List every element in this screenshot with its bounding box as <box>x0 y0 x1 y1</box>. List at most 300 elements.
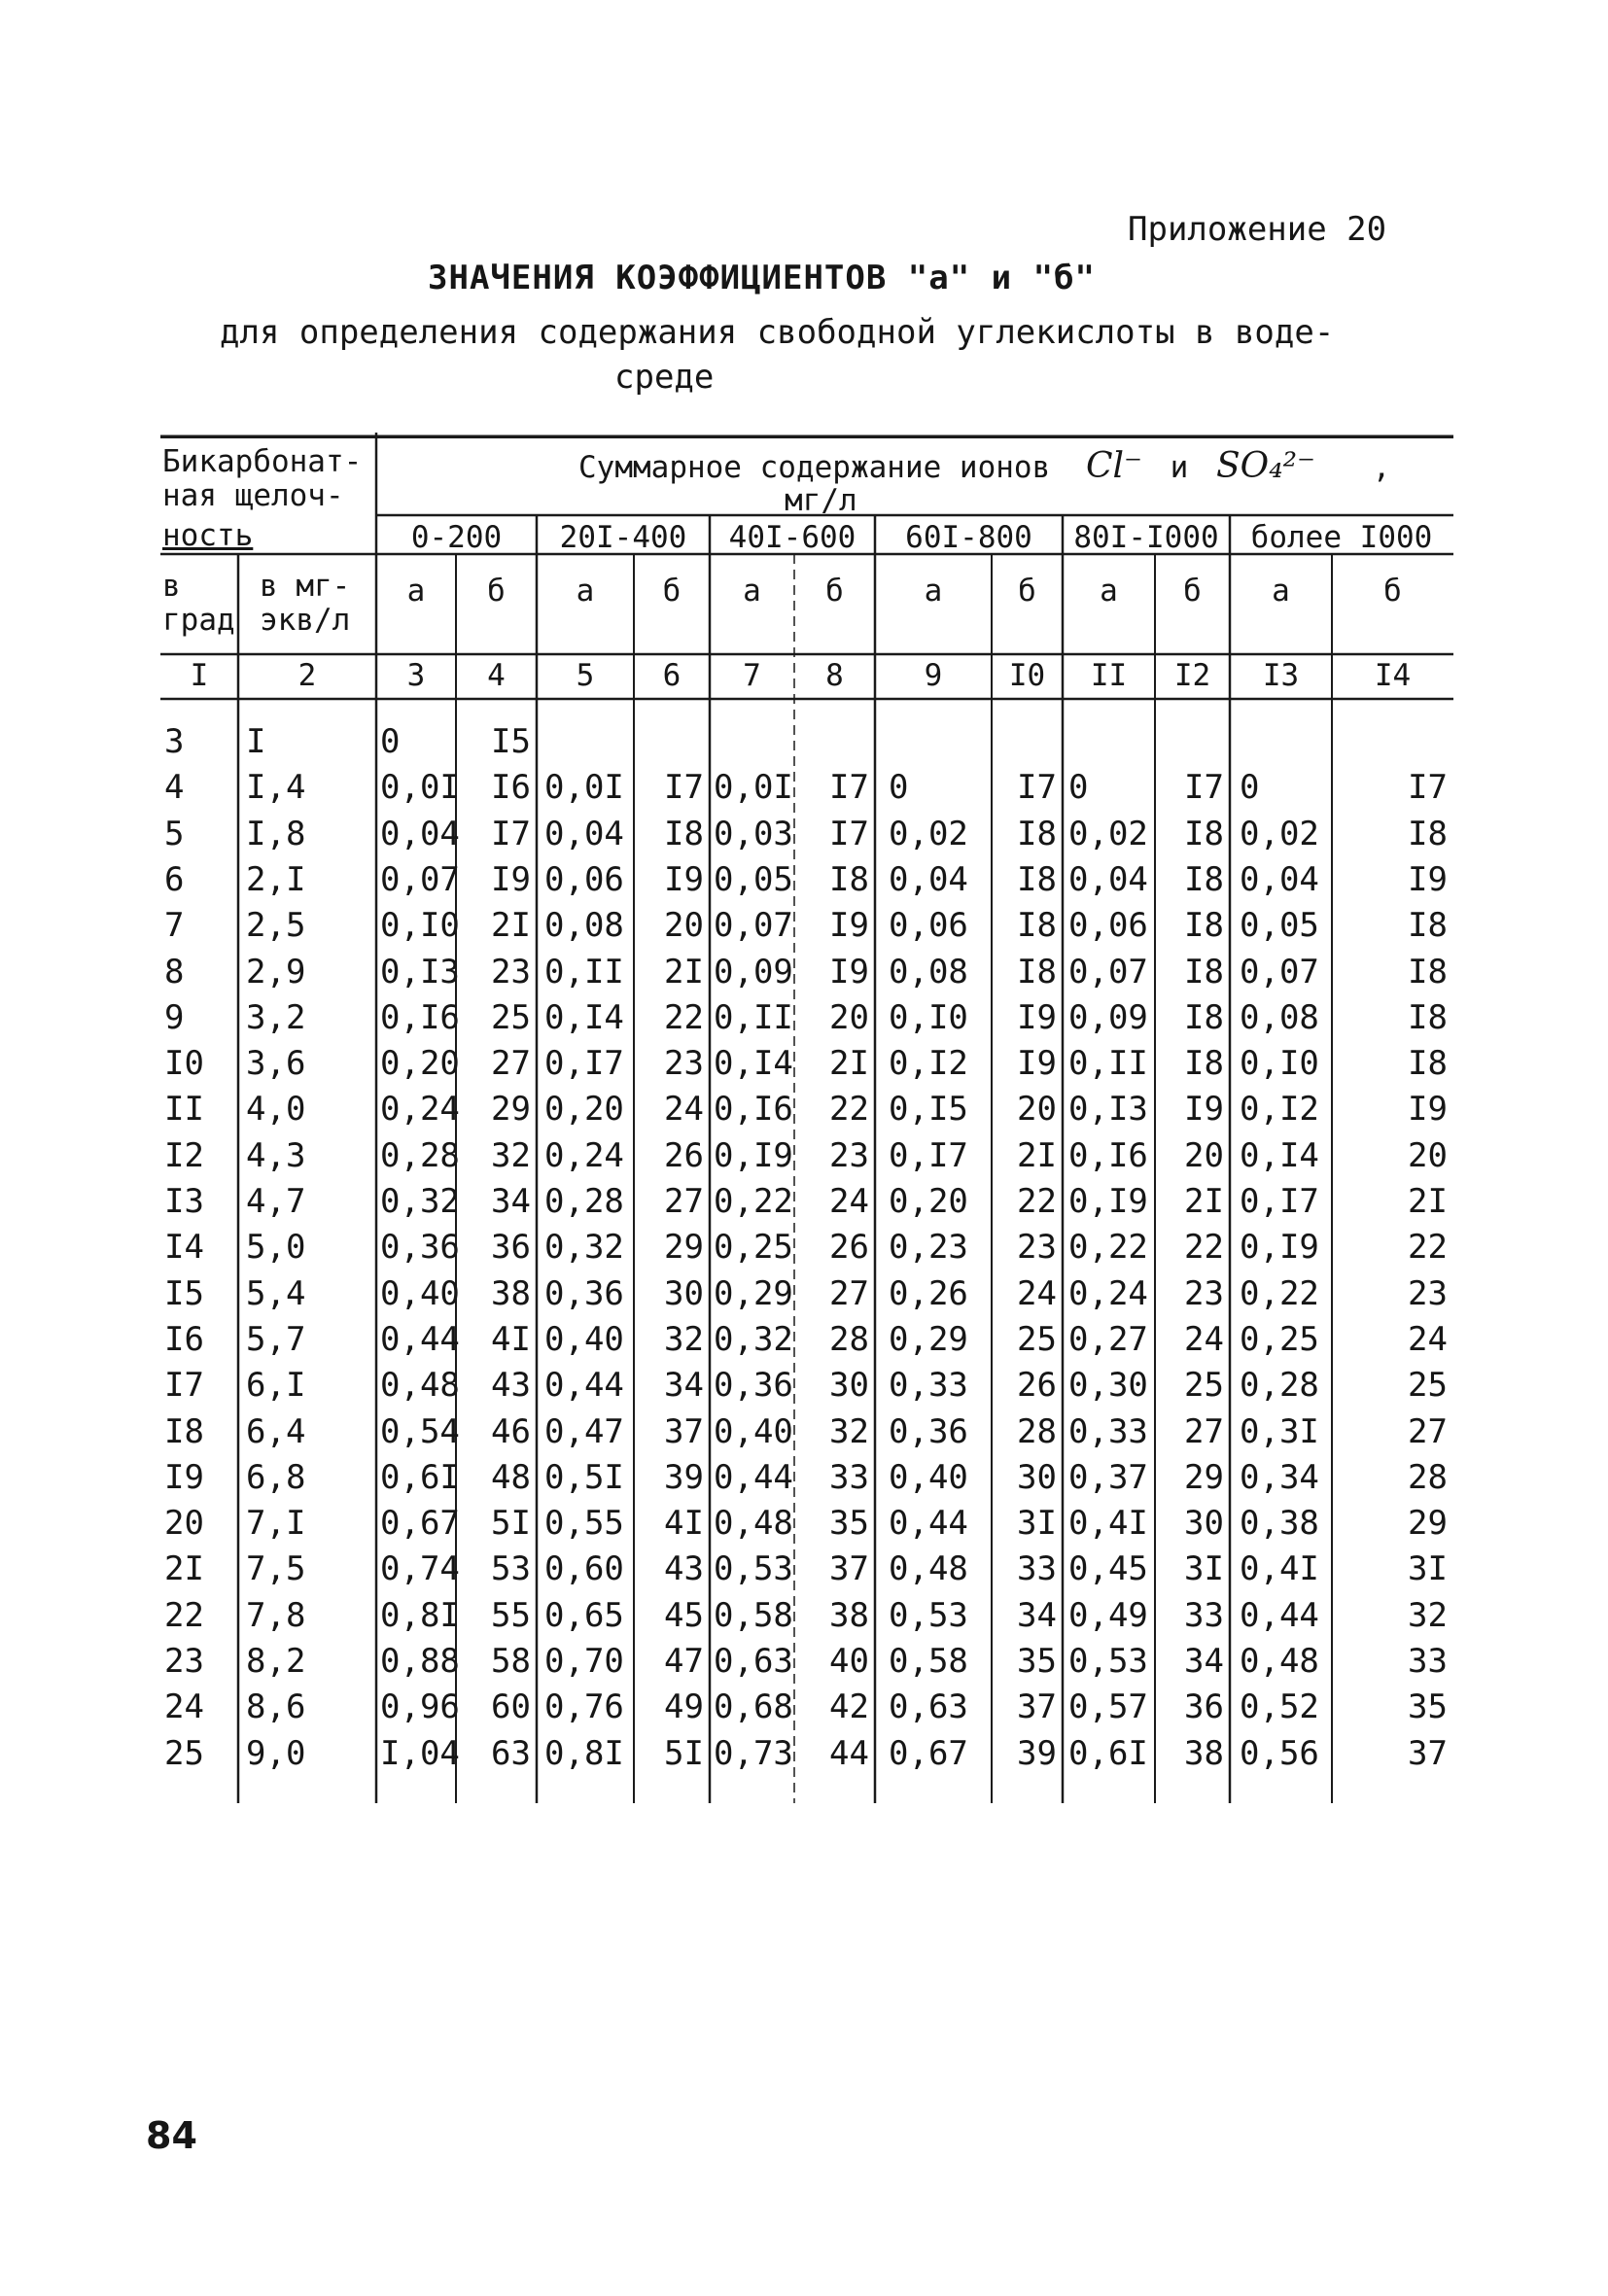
row-alkalinity-mg-eq: 9,0 <box>246 1733 306 1773</box>
table-cell: 38 <box>491 1273 531 1313</box>
table-cell: 0,29 <box>714 1273 793 1313</box>
table-cell: I8 <box>1184 1044 1224 1084</box>
table-cell: 43 <box>491 1366 531 1406</box>
column-number-7: 7 <box>743 658 761 693</box>
table-cell: 0,20 <box>544 1090 624 1130</box>
sub-header-b: б <box>662 574 682 609</box>
table-cell: 0,06 <box>889 906 968 946</box>
table-cell: 0,04 <box>1240 859 1319 899</box>
table-cell: 0,07 <box>1068 952 1148 991</box>
table-cell: 0,4I <box>1240 1549 1319 1589</box>
row-alkalinity-mg-eq: 5,4 <box>246 1273 306 1313</box>
table-cell: 38 <box>1184 1733 1224 1773</box>
row-alkalinity-grad: 3 <box>164 722 185 761</box>
row-alkalinity-mg-eq: I,4 <box>246 768 306 808</box>
table-cell: I9 <box>491 859 531 899</box>
table-cell: 0 <box>380 722 401 761</box>
table-cell: 0,48 <box>380 1366 460 1406</box>
table-cell: 0,22 <box>1240 1273 1319 1313</box>
table-cell: I,04 <box>380 1733 460 1773</box>
table-cell: 0,63 <box>889 1687 968 1727</box>
table-cell: 0,I6 <box>714 1090 793 1130</box>
table-cell: 0,28 <box>380 1135 460 1175</box>
table-cell: I8 <box>1017 859 1057 899</box>
table-cell: 0,I6 <box>380 997 460 1037</box>
table-cell: 0,73 <box>714 1733 793 1773</box>
row-alkalinity-mg-eq: 6,4 <box>246 1411 306 1451</box>
table-cell: 37 <box>1408 1733 1448 1773</box>
table-cell: 28 <box>1017 1411 1057 1451</box>
table-cell: 29 <box>664 1228 704 1268</box>
table-cell: 0,I0 <box>1240 1044 1319 1084</box>
table-cell: 0,33 <box>1068 1411 1148 1451</box>
table-cell: 0,44 <box>380 1319 460 1359</box>
row-alkalinity-mg-eq: 6,8 <box>246 1457 306 1497</box>
table-cell: 4I <box>491 1319 531 1359</box>
table-cell: 49 <box>664 1687 704 1727</box>
table-cell: 20 <box>1017 1090 1057 1130</box>
table-cell: 20 <box>1408 1135 1448 1175</box>
table-cell: I8 <box>1017 906 1057 946</box>
table-cell: 35 <box>1408 1687 1448 1727</box>
row-alkalinity-grad: I0 <box>164 1044 204 1084</box>
table-cell: 55 <box>491 1595 531 1635</box>
row-alkalinity-mg-eq: 5,0 <box>246 1228 306 1268</box>
table-cell: 0,49 <box>1068 1595 1148 1635</box>
ion-content-header <box>578 446 1390 486</box>
table-cell: 0,40 <box>380 1273 460 1313</box>
table-cell: 22 <box>1408 1228 1448 1268</box>
table-cell: 0,02 <box>1068 814 1148 853</box>
table-cell: 39 <box>1017 1733 1057 1773</box>
table-cell: 23 <box>1017 1228 1057 1268</box>
row-alkalinity-grad: 2I <box>164 1549 204 1589</box>
table-cell: 0,55 <box>544 1504 624 1544</box>
table-cell: 23 <box>1408 1273 1448 1313</box>
table-cell: 0,04 <box>889 859 968 899</box>
sub-header-a: а <box>924 574 943 609</box>
table-cell: I7 <box>829 768 869 808</box>
table-cell: 32 <box>829 1411 869 1451</box>
row-alkalinity-mg-eq: 4,0 <box>246 1090 306 1130</box>
table-cell: 24 <box>1408 1319 1448 1359</box>
row-alkalinity-mg-eq: 8,2 <box>246 1642 306 1681</box>
table-cell: 0,53 <box>714 1549 793 1589</box>
table-cell: 0,I4 <box>1240 1135 1319 1175</box>
row-alkalinity-grad: 8 <box>164 952 185 991</box>
table-cell: 27 <box>1408 1411 1448 1451</box>
table-cell: 0,57 <box>1068 1687 1148 1727</box>
row-alkalinity-grad: 5 <box>164 814 185 853</box>
row-alkalinity-mg-eq: I,8 <box>246 814 306 853</box>
table-cell: 0,30 <box>1068 1366 1148 1406</box>
range-header-3: 40I-600 <box>728 520 856 555</box>
table-cell: 0,68 <box>714 1687 793 1727</box>
table-cell: 33 <box>829 1457 869 1497</box>
subtitle-line-2: среде <box>614 358 715 397</box>
table-cell: 0,0I <box>380 768 460 808</box>
table-cell: 0,I2 <box>889 1044 968 1084</box>
table-cell: 0,8I <box>380 1595 460 1635</box>
table-cell: I5 <box>491 722 531 761</box>
range-header-5: 80I-I000 <box>1073 520 1219 555</box>
table-cell: 3I <box>1017 1504 1057 1544</box>
table-cell: 0,36 <box>380 1228 460 1268</box>
table-cell: 0,23 <box>889 1228 968 1268</box>
table-cell: 0,I0 <box>889 997 968 1037</box>
table-cell: 0,76 <box>544 1687 624 1727</box>
range-header-1: 0-200 <box>410 520 503 555</box>
sub-header-a: а <box>576 574 595 609</box>
unit-grad-line-2: град <box>162 603 235 638</box>
table-cell: 29 <box>1408 1504 1448 1544</box>
table-cell: 0,70 <box>544 1642 624 1681</box>
table-cell: 0,44 <box>1240 1595 1319 1635</box>
table-cell: 0,25 <box>714 1228 793 1268</box>
table-cell: 0,22 <box>1068 1228 1148 1268</box>
table-cell: 0,24 <box>1068 1273 1148 1313</box>
table-cell: 37 <box>1017 1687 1057 1727</box>
table-cell: 0,96 <box>380 1687 460 1727</box>
table-cell: 0,I9 <box>714 1135 793 1175</box>
table-cell: I9 <box>1017 1044 1057 1084</box>
table-cell: 34 <box>664 1366 704 1406</box>
table-cell: 29 <box>1184 1457 1224 1497</box>
table-cell: 0,09 <box>714 952 793 991</box>
subtitle-line-1: для определения содержания свободной углекислоты в воде- <box>220 313 1335 352</box>
table-cell: I8 <box>1184 814 1224 853</box>
row-alkalinity-mg-eq: 4,7 <box>246 1182 306 1221</box>
table-cell: 37 <box>829 1549 869 1589</box>
table-cell: 39 <box>664 1457 704 1497</box>
table-cell: 38 <box>829 1595 869 1635</box>
table-cell: 24 <box>829 1182 869 1221</box>
table-cell: 27 <box>664 1182 704 1221</box>
table-cell: 0,67 <box>889 1733 968 1773</box>
table-cell: 0,33 <box>889 1366 968 1406</box>
table-cell: 53 <box>491 1549 531 1589</box>
table-cell: 32 <box>1408 1595 1448 1635</box>
table-cell: 30 <box>664 1273 704 1313</box>
row-alkalinity-grad: I9 <box>164 1457 204 1497</box>
table-cell: I8 <box>1184 859 1224 899</box>
appendix-label: Приложение 20 <box>1128 210 1387 249</box>
table-cell: 30 <box>829 1366 869 1406</box>
table-cell: I7 <box>1408 768 1448 808</box>
table-cell: 0,07 <box>714 906 793 946</box>
table-cell: 24 <box>1017 1273 1057 1313</box>
table-cell: I9 <box>829 952 869 991</box>
table-cell: I8 <box>1408 1044 1448 1084</box>
table-cell: 32 <box>664 1319 704 1359</box>
table-cell: 0,32 <box>544 1228 624 1268</box>
table-cell: 0,52 <box>1240 1687 1319 1727</box>
table-cell: 25 <box>1017 1319 1057 1359</box>
table-cell: 0,I7 <box>1240 1182 1319 1221</box>
table-cell: 27 <box>829 1273 869 1313</box>
table-cell: 0,I9 <box>1068 1182 1148 1221</box>
table-cell: 30 <box>1017 1457 1057 1497</box>
table-cell: I7 <box>829 814 869 853</box>
column-number-2: 2 <box>297 658 317 693</box>
range-header-2: 20I-400 <box>559 520 687 555</box>
table-cell: 2I <box>1184 1182 1224 1221</box>
table-cell: I6 <box>491 768 531 808</box>
column-number-1: I <box>190 658 209 693</box>
row-alkalinity-grad: I6 <box>164 1319 204 1359</box>
table-cell: 26 <box>829 1228 869 1268</box>
chloride-ion: Cl⁻ <box>1085 446 1142 486</box>
row-alkalinity-mg-eq: 4,3 <box>246 1135 306 1175</box>
sub-header-a: а <box>1100 574 1118 609</box>
table-cell: 25 <box>1184 1366 1224 1406</box>
table-cell: 0,53 <box>889 1595 968 1635</box>
table-cell: I7 <box>491 814 531 853</box>
ion-comma: , <box>1372 450 1391 485</box>
table-cell: 0 <box>889 768 909 808</box>
table-cell: 0,28 <box>1240 1366 1319 1406</box>
table-cell: 0,I4 <box>714 1044 793 1084</box>
table-cell: 0,02 <box>889 814 968 853</box>
table-cell: 2I <box>1017 1135 1057 1175</box>
table-cell: 0,03 <box>714 814 793 853</box>
sub-header-a: а <box>743 574 761 609</box>
row-alkalinity-grad: I2 <box>164 1135 204 1175</box>
ion-unit: мг/л <box>785 483 857 518</box>
table-cell: 0,74 <box>380 1549 460 1589</box>
table-cell: 42 <box>829 1687 869 1727</box>
page-number: 84 <box>146 2114 197 2157</box>
row-alkalinity-mg-eq: 2,I <box>246 859 306 899</box>
table-cell: 2I <box>664 952 704 991</box>
table-cell: I8 <box>1408 997 1448 1037</box>
table-cell: 34 <box>491 1182 531 1221</box>
table-cell: 0,08 <box>1240 997 1319 1037</box>
table-cell: 23 <box>1184 1273 1224 1313</box>
table-cell: I7 <box>664 768 704 808</box>
range-header-4: 60I-800 <box>905 520 1032 555</box>
table-cell: 25 <box>491 997 531 1037</box>
table-cell: 34 <box>1017 1595 1057 1635</box>
table-cell: I9 <box>664 859 704 899</box>
table-cell: 0,29 <box>889 1319 968 1359</box>
table-cell: 23 <box>829 1135 869 1175</box>
table-cell: 48 <box>491 1457 531 1497</box>
column-number-13: I3 <box>1262 658 1300 693</box>
row-alkalinity-mg-eq: 5,7 <box>246 1319 306 1359</box>
table-cell: 63 <box>491 1733 531 1773</box>
unit-grad-line-1: в <box>162 569 181 604</box>
table-cell: 0,88 <box>380 1642 460 1681</box>
row-alkalinity-mg-eq: 2,5 <box>246 906 306 946</box>
table-cell: 0,I3 <box>380 952 460 991</box>
table-cell: 0,I9 <box>1240 1228 1319 1268</box>
table-cell: 0,40 <box>889 1457 968 1497</box>
table-cell: 0,48 <box>889 1549 968 1589</box>
table-cell: 22 <box>829 1090 869 1130</box>
table-cell: I8 <box>1408 906 1448 946</box>
table-cell: 36 <box>491 1228 531 1268</box>
table-cell: 0,40 <box>714 1411 793 1451</box>
table-cell: 0,I4 <box>544 997 624 1037</box>
table-cell: 0,I5 <box>889 1090 968 1130</box>
table-cell: 45 <box>664 1595 704 1635</box>
table-cell: 0,48 <box>1240 1642 1319 1681</box>
alkalinity-header-line-3: ность <box>162 518 254 553</box>
row-alkalinity-mg-eq: 3,2 <box>246 997 306 1037</box>
table-cell: 0,36 <box>889 1411 968 1451</box>
table-cell: 0,09 <box>1068 997 1148 1037</box>
table-cell: 0,06 <box>1068 906 1148 946</box>
table-cell: 0,I6 <box>1068 1135 1148 1175</box>
table-cell: 0,6I <box>380 1457 460 1497</box>
column-number-12: I2 <box>1173 658 1211 693</box>
alkalinity-header-line-2: ная щелоч- <box>162 478 344 513</box>
table-cell: 0,67 <box>380 1504 460 1544</box>
column-number-10: I0 <box>1008 658 1046 693</box>
table-cell: 0,22 <box>714 1182 793 1221</box>
table-cell: 34 <box>1184 1642 1224 1681</box>
table-cell: 0,36 <box>544 1273 624 1313</box>
table-cell: I9 <box>1408 859 1448 899</box>
table-cell: 0,I0 <box>380 906 460 946</box>
unit-mg-line-2: экв/л <box>260 603 351 638</box>
table-cell: 22 <box>664 997 704 1037</box>
table-cell: 0,0I <box>544 768 624 808</box>
column-number-11: II <box>1090 658 1128 693</box>
table-cell: I7 <box>1017 768 1057 808</box>
table-cell: 43 <box>664 1549 704 1589</box>
table-cell: 0,6I <box>1068 1733 1148 1773</box>
table-cell: 0,38 <box>1240 1504 1319 1544</box>
row-alkalinity-mg-eq: 3,6 <box>246 1044 306 1084</box>
sub-header-a: а <box>1272 574 1290 609</box>
ion-title-text: Суммарное содержание ионов <box>578 450 1051 485</box>
table-cell: 0,44 <box>544 1366 624 1406</box>
table-cell: 60 <box>491 1687 531 1727</box>
table-cell: 0,54 <box>380 1411 460 1451</box>
table-cell: I9 <box>1017 997 1057 1037</box>
row-alkalinity-grad: I3 <box>164 1182 204 1221</box>
row-alkalinity-mg-eq: 6,I <box>246 1366 306 1406</box>
row-alkalinity-grad: I8 <box>164 1411 204 1451</box>
table-cell: 0,28 <box>544 1182 624 1221</box>
row-alkalinity-mg-eq: 2,9 <box>246 952 306 991</box>
table-cell: 0,08 <box>544 906 624 946</box>
sub-header-b: б <box>1183 574 1202 609</box>
table-cell: 32 <box>491 1135 531 1175</box>
table-cell: I8 <box>1408 814 1448 853</box>
row-alkalinity-grad: I7 <box>164 1366 204 1406</box>
table-cell: I8 <box>1184 952 1224 991</box>
table-cell: 0,45 <box>1068 1549 1148 1589</box>
row-alkalinity-mg-eq: 7,5 <box>246 1549 306 1589</box>
table-cell: 29 <box>491 1090 531 1130</box>
table-cell: 2I <box>491 906 531 946</box>
table-cell: I8 <box>1017 952 1057 991</box>
table-cell: 0,60 <box>544 1549 624 1589</box>
row-alkalinity-grad: 6 <box>164 859 185 899</box>
table-cell: 20 <box>1184 1135 1224 1175</box>
column-number-9: 9 <box>924 658 943 693</box>
table-cell: 28 <box>1408 1457 1448 1497</box>
unit-mg-line-1: в мг- <box>260 569 351 604</box>
table-cell: 0,47 <box>544 1411 624 1451</box>
table-cell: 27 <box>491 1044 531 1084</box>
table-cell: 33 <box>1408 1642 1448 1681</box>
table-cell: 33 <box>1017 1549 1057 1589</box>
table-cell: I9 <box>1184 1090 1224 1130</box>
table-cell: 0,3I <box>1240 1411 1319 1451</box>
table-cell: 0,0I <box>714 768 793 808</box>
sub-header-b: б <box>1018 574 1036 609</box>
table-cell: 0,24 <box>544 1135 624 1175</box>
table-cell: 5I <box>664 1733 704 1773</box>
row-alkalinity-mg-eq: 7,8 <box>246 1595 306 1635</box>
table-cell: 0,53 <box>1068 1642 1148 1681</box>
table-cell: 0,58 <box>889 1642 968 1681</box>
table-cell: 37 <box>664 1411 704 1451</box>
table-cell: 28 <box>829 1319 869 1359</box>
table-cell: 0,32 <box>380 1182 460 1221</box>
table-cell: 0,36 <box>714 1366 793 1406</box>
table-cell: 27 <box>1184 1411 1224 1451</box>
table-cell: 22 <box>1017 1182 1057 1221</box>
table-cell: 0,II <box>1068 1044 1148 1084</box>
row-alkalinity-grad: 24 <box>164 1687 204 1727</box>
table-cell: 0,8I <box>544 1733 624 1773</box>
table-cell: 2I <box>829 1044 869 1084</box>
table-cell: 24 <box>664 1090 704 1130</box>
row-alkalinity-grad: 23 <box>164 1642 204 1681</box>
table-cell: 3I <box>1184 1549 1224 1589</box>
table-cell: 0,27 <box>1068 1319 1148 1359</box>
table-cell: 0 <box>1240 768 1260 808</box>
alkalinity-header-line-1: Бикарбонат- <box>162 444 363 479</box>
table-cell: 0,65 <box>544 1595 624 1635</box>
table-cell: 0,07 <box>1240 952 1319 991</box>
table-cell: 0,48 <box>714 1504 793 1544</box>
row-alkalinity-mg-eq: I <box>246 722 266 761</box>
table-cell: 0,26 <box>889 1273 968 1313</box>
table-cell: 0,58 <box>714 1595 793 1635</box>
table-cell: I8 <box>1184 906 1224 946</box>
table-cell: 0,04 <box>544 814 624 853</box>
row-alkalinity-grad: 20 <box>164 1504 204 1544</box>
table-cell: 0,06 <box>544 859 624 899</box>
table-cell: I8 <box>1184 997 1224 1037</box>
table-cell: 35 <box>1017 1642 1057 1681</box>
table-cell: 0,02 <box>1240 814 1319 853</box>
table-cell: 0,5I <box>544 1457 624 1497</box>
table-cell: I8 <box>664 814 704 853</box>
table-cell: 0,04 <box>380 814 460 853</box>
table-cell: 2I <box>1408 1182 1448 1221</box>
table-cell: I8 <box>829 859 869 899</box>
table-cell: 0,44 <box>889 1504 968 1544</box>
table-cell: 44 <box>829 1733 869 1773</box>
row-alkalinity-grad: 25 <box>164 1733 204 1773</box>
table-cell: 0,44 <box>714 1457 793 1497</box>
table-cell: 0,24 <box>380 1090 460 1130</box>
row-alkalinity-grad: 22 <box>164 1595 204 1635</box>
column-number-3: 3 <box>406 658 426 693</box>
row-alkalinity-mg-eq: 8,6 <box>246 1687 306 1727</box>
table-cell: 0,56 <box>1240 1733 1319 1773</box>
table-cell: 0,32 <box>714 1319 793 1359</box>
table-cell: 0,I7 <box>889 1135 968 1175</box>
table-cell: 0,07 <box>380 859 460 899</box>
